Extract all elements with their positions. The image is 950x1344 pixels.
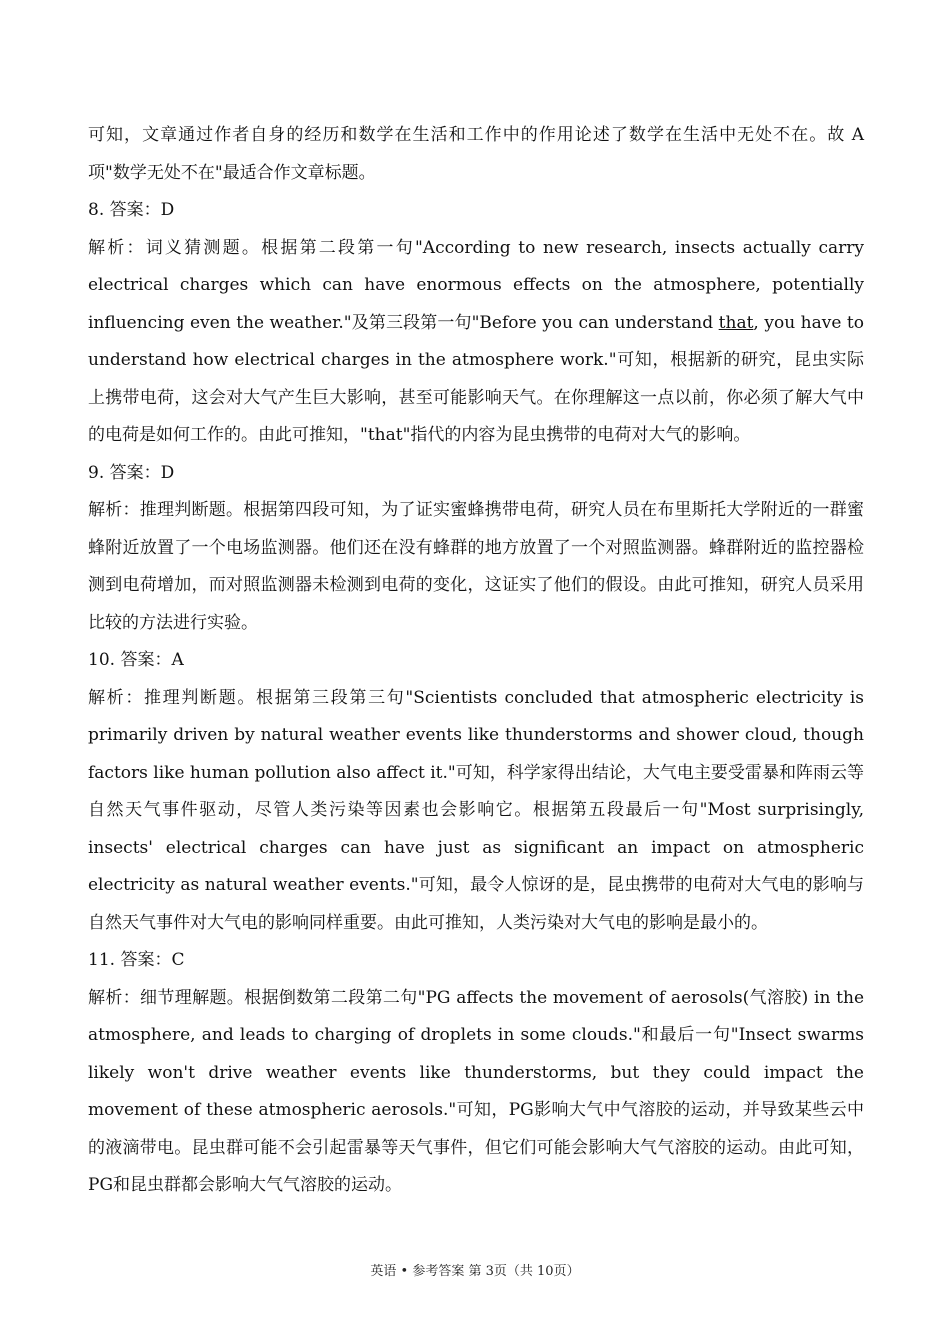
answer-9: 9. 答案：D — [88, 462, 175, 483]
intro-paragraph: 可知，文章通过作者自身的经历和数学在生活和工作中的作用论述了数学在生活中无处不在。故 A 项"数学无处不在"最适合作文章标题。 — [88, 125, 864, 183]
analysis-8-part-2: , you have to understand how electrical charges in the atmosphere work."可知，根据新的研究，昆虫实际上携带电荷，这会对大气产生巨大影响，甚至可能影响天气。在你理解这一点以前，你必须了解大气中的电荷是如何工作的。由此可推知，"that"指代的内容为昆虫携带的电荷对大气的影响。 — [88, 312, 865, 445]
analysis-8-part-1: 解析：词义猜测题。根据第二段第一句"According to new research, insects actually carry electrical charges which can have enormous effects on the atmosphere, potentially influencing even the weather."及第三段第一句"Before you can understand — [88, 237, 864, 333]
answer-11: 11. 答案：C — [88, 950, 185, 970]
page-footer: 英语 • 参考答案 第 3页（共 10页） — [370, 1264, 580, 1279]
answer-key-content — [88, 117, 864, 1205]
analysis-10: 解析：推理判断题。根据第三段第三句"Scientists concluded that atmospheric electricity is primarily driven by natural weather events like thunderstorms and shower cloud, though factors like human pollution also affect it."可知，科学家得出结论，大气电主要受雷暴和阵雨云等自然天气事件驱动，尽管人类污染等因素也会影响它。根据第五段最后一句"Most surprisingly, insects' electrical charges can have just as significant an impact on atmospheric electricity as natural weather events."可知，最令人惊讶的是，昆虫携带的电荷对大气电的影响与自然天气事件对大气电的影响同样重要。由此可推知，人类污染对大气电的影响是最小的。 — [88, 687, 864, 933]
analysis-8 — [88, 230, 864, 455]
analysis-9: 解析：推理判断题。根据第四段可知，为了证实蜜蜂携带电荷，研究人员在布里斯托大学附近的一群蜜蜂附近放置了一个电场监测器。他们还在没有蜂群的地方放置了一个对照监测器。蜂群附近的监控器检测到电荷增加，而对照监测器未检测到电荷的变化，这证实了他们的假设。由此可推知，研究人员采用比较的方法进行实验。 — [88, 500, 864, 633]
answer-10: 10. 答案：A — [88, 650, 184, 670]
underlined-word-that: that — [718, 312, 754, 333]
answer-8: 8. 答案：D — [88, 200, 175, 220]
analysis-11: 解析：细节理解题。根据倒数第二段第二句"PG affects the movement of aerosols(气溶胶) in the atmosphere, and leads to charging of droplets in some clouds."和最后一句"Insect swarms likely won't drive weather events like thunderstorms, but they could impact the movement of these atmospheric aerosols."可知，PG影响大气中气溶胶的运动，并导致某些云中的液滴带电。昆虫群可能不会引起雷暴等天气事件，但它们可能会影响大气气溶胶的运动。由此可知，PG和昆虫群都会影响大气气溶胶的运动。 — [88, 987, 864, 1195]
